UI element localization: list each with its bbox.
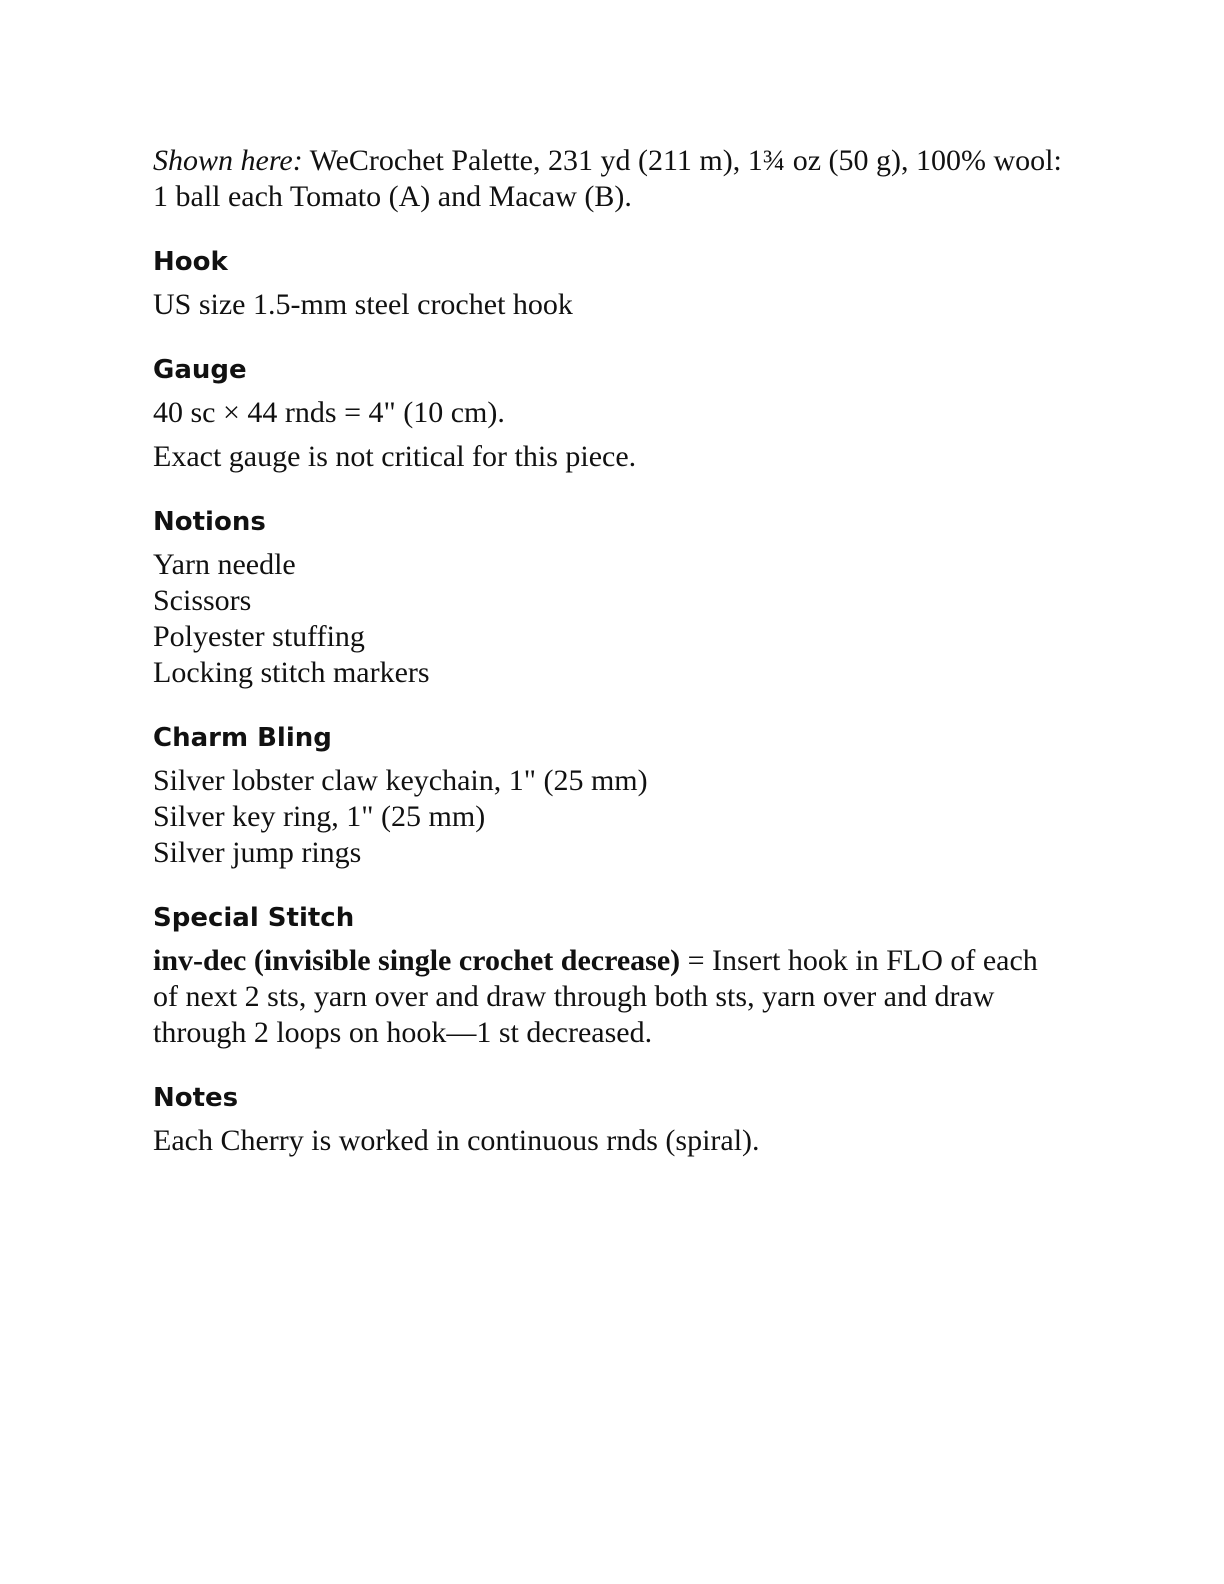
notions-item: Scissors xyxy=(153,584,252,617)
notes-section xyxy=(153,1081,1073,1159)
yarn-description: WeCrochet Palette, 231 yd (211 m), 1¾ oz (50 g), 100% wool: xyxy=(302,144,1062,177)
notes-text: Each Cherry is worked in continuous rnds (spiral). xyxy=(153,1124,760,1157)
charm-bling-item: Silver key ring, 1" (25 mm) xyxy=(153,800,486,833)
notions-item: Polyester stuffing xyxy=(153,620,365,653)
yarn-intro-line-1 xyxy=(153,143,1073,179)
hook-heading: Hook xyxy=(153,247,228,277)
gauge-line-1: 40 sc × 44 rnds = 4" (10 cm). xyxy=(153,396,505,429)
gauge-line-2: Exact gauge is not critical for this piece. xyxy=(153,440,637,473)
yarn-intro xyxy=(153,143,1073,215)
special-stitch-definition xyxy=(153,943,1073,1051)
special-stitch-line-3: through 2 loops on hook—1 st decreased. xyxy=(153,1016,653,1049)
gauge-heading: Gauge xyxy=(153,355,247,385)
special-stitch-term: inv-dec (invisible single crochet decrease) xyxy=(153,944,681,977)
hook-text: US size 1.5-mm steel crochet hook xyxy=(153,288,573,321)
notes-heading: Notes xyxy=(153,1083,239,1113)
special-stitch-section xyxy=(153,901,1073,1051)
pattern-materials-page xyxy=(153,143,1073,1159)
hook-section xyxy=(153,245,1073,323)
special-stitch-line-1 xyxy=(153,943,1073,979)
charm-bling-item: Silver lobster claw keychain, 1" (25 mm) xyxy=(153,764,648,797)
special-stitch-heading: Special Stitch xyxy=(153,903,355,933)
charm-bling-heading: Charm Bling xyxy=(153,723,332,753)
gauge-section xyxy=(153,353,1073,475)
notions-item: Locking stitch markers xyxy=(153,656,430,689)
charm-bling-item: Silver jump rings xyxy=(153,836,362,869)
shown-here-label: Shown here: xyxy=(153,144,303,177)
notions-section xyxy=(153,505,1073,691)
notions-item: Yarn needle xyxy=(153,548,296,581)
notions-heading: Notions xyxy=(153,507,266,537)
charm-bling-section xyxy=(153,721,1073,871)
yarn-intro-line-2: 1 ball each Tomato (A) and Macaw (B). xyxy=(153,180,632,213)
special-stitch-definition-start: = Insert hook in FLO of each xyxy=(680,944,1038,977)
special-stitch-line-2: of next 2 sts, yarn over and draw through both sts, yarn over and draw xyxy=(153,980,995,1013)
